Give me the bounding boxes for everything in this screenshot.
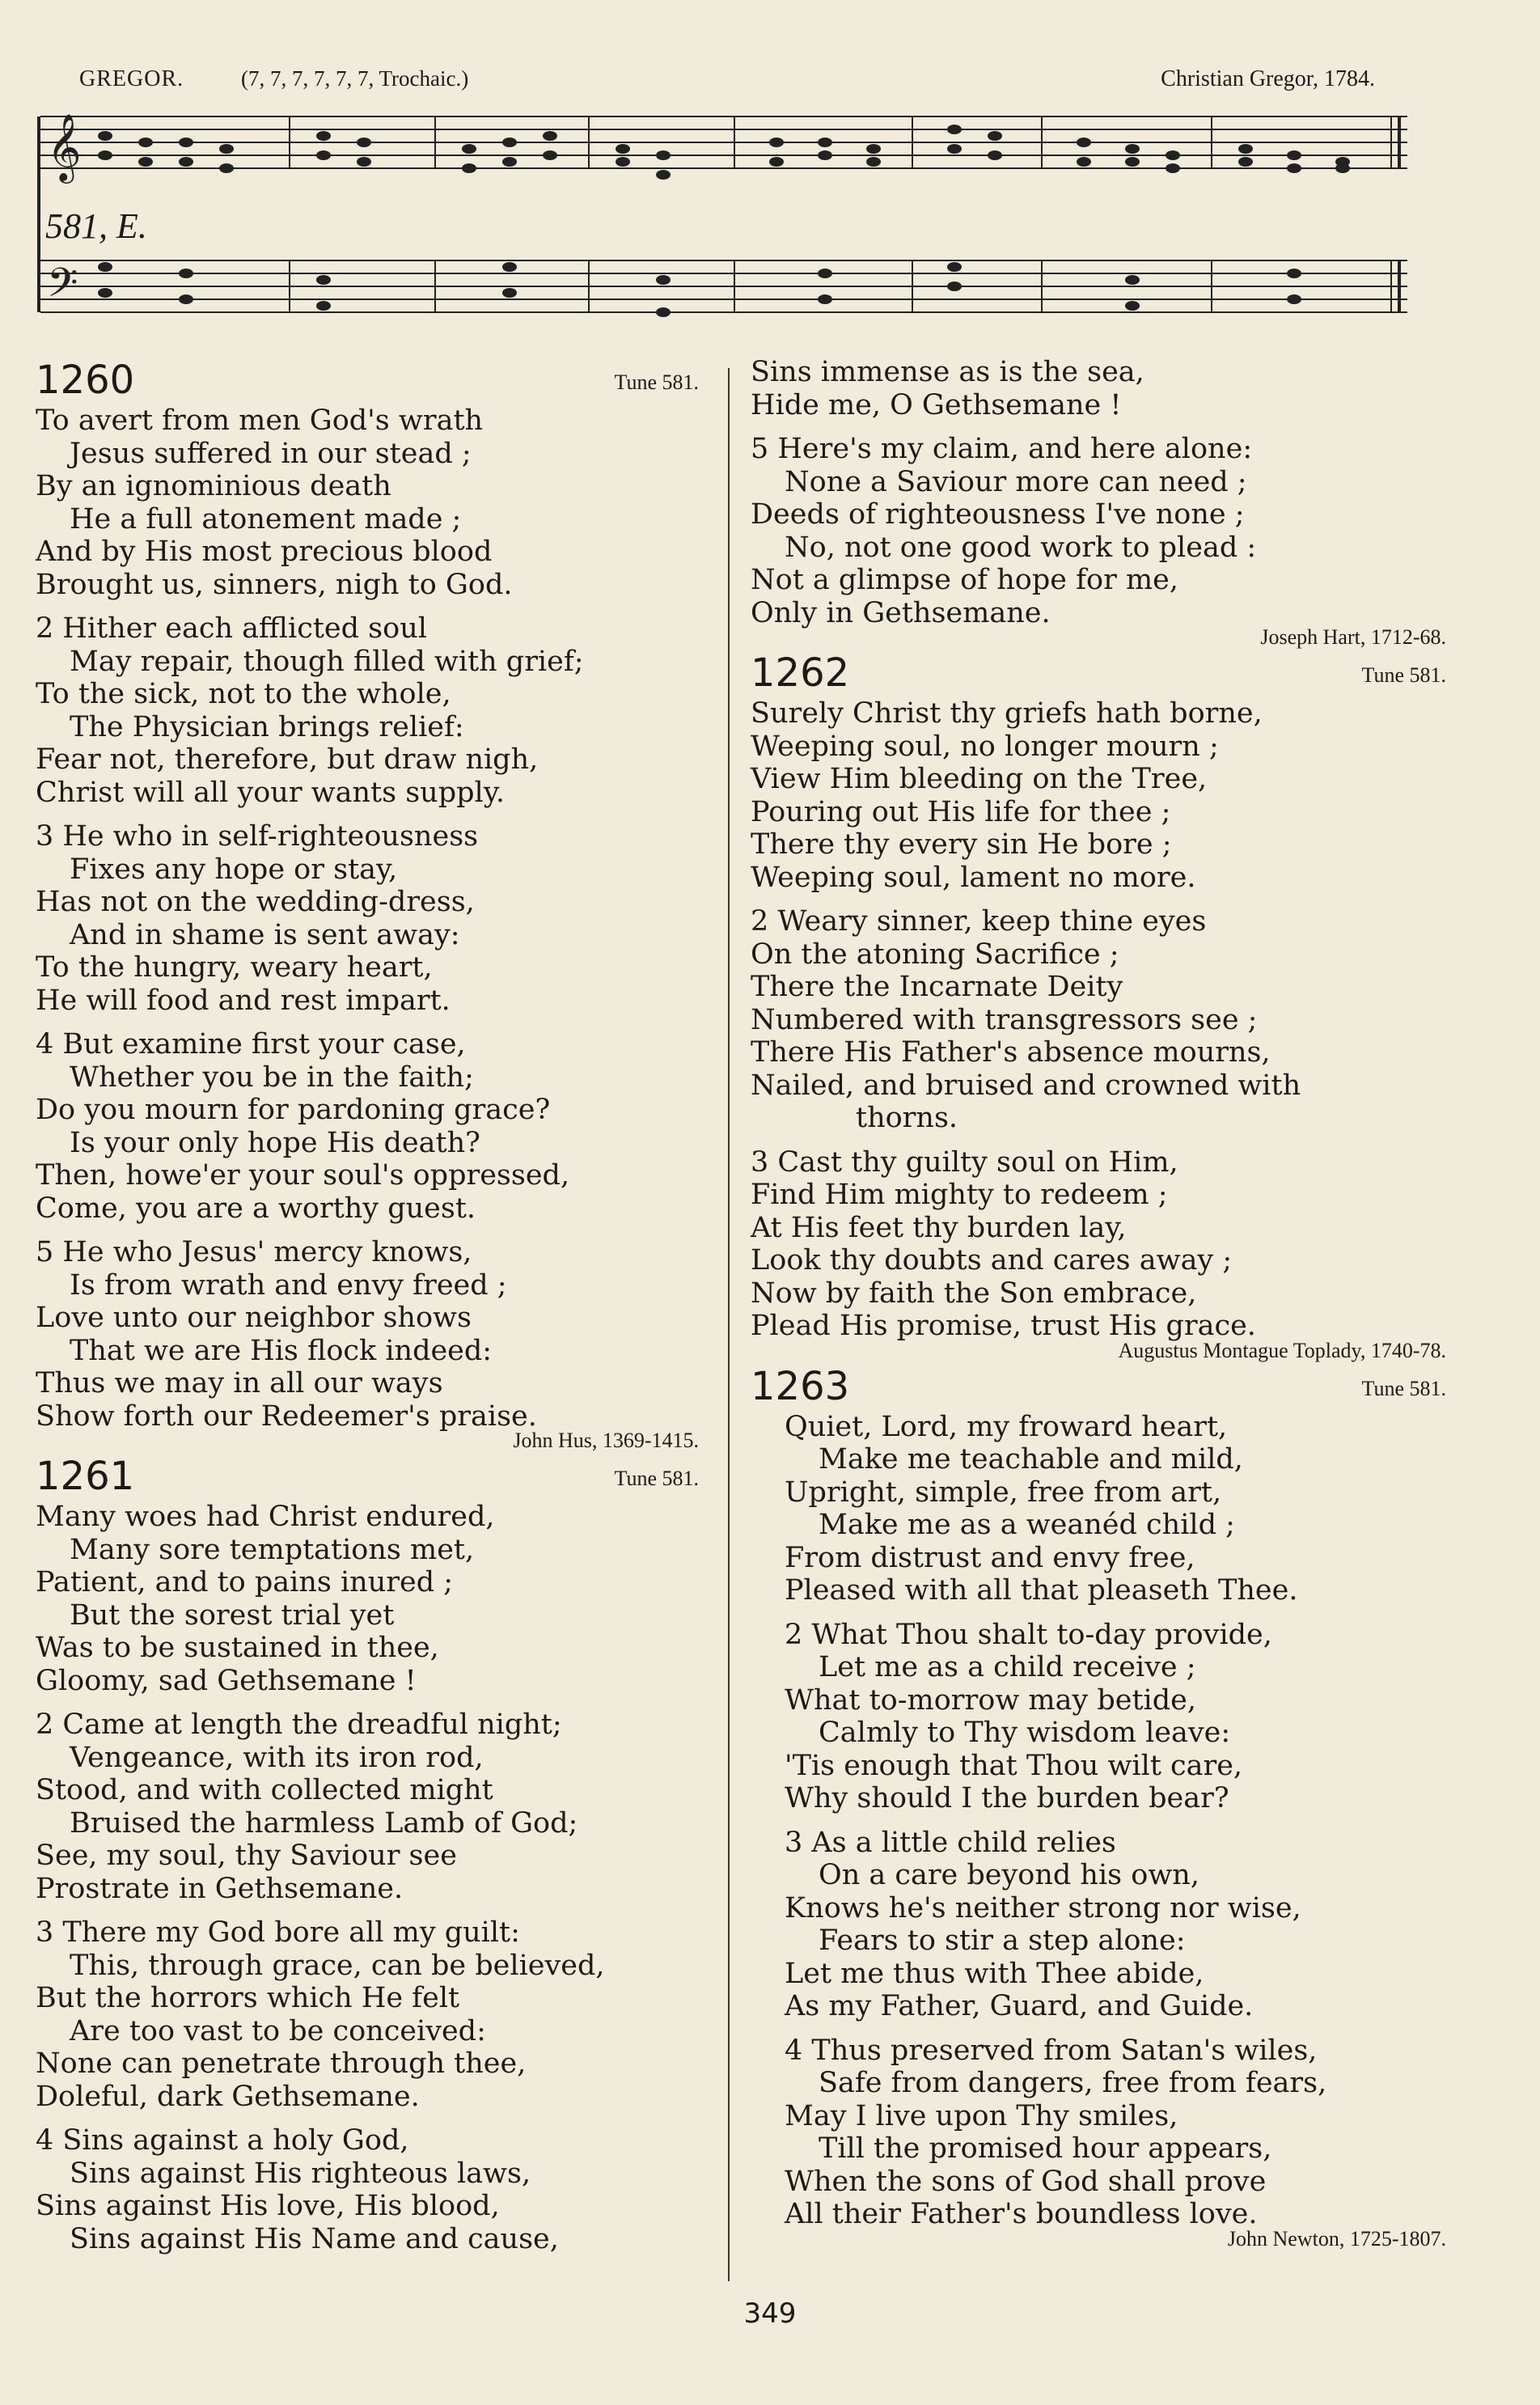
tune-header [79,66,1373,99]
hymn-1261 [36,1452,699,2255]
verse-line: He will food and rest impart. [36,984,451,1017]
verse-line: By an ignominious death [36,470,391,502]
verse-line: All their Father's boundless love. [785,2198,1258,2230]
verse-line: 3 Cast thy guilty soul on Him, [751,1145,1178,1179]
verse-line: Bruised the harmless Lamb of God; [70,1806,578,1840]
music-score [32,95,1415,346]
verse-line: Christ will all your wants supply. [36,776,505,809]
verse-line: Why should I the burden bear? [785,1782,1229,1814]
verse-line: Sins against His righteous laws, [70,2157,531,2190]
verse-line: Then, howe'er your soul's oppressed, [36,1159,570,1192]
stanza [751,1411,1446,1607]
page-number: 349 [743,2297,797,2330]
verse-line: Only in Gethsemane. [751,596,1051,629]
verse-line: As my Father, Guard, and Guide. [785,1990,1254,2022]
verse-line: Are too vast to be conceived: [70,2014,486,2047]
hymn-number: 1263 [751,1363,850,1409]
verse-line: 2 Came at length the dreadful night; [36,1708,562,1741]
verse-line: May repair, though filled with grief; [70,645,584,678]
verse-line: 5 He who Jesus' mercy knows, [36,1236,472,1268]
hymn-author: Joseph Hart, 1712-68. [1260,625,1446,649]
verse-line: But the horrors which He felt [36,1982,460,2014]
stanza [751,433,1446,629]
verse-line: Pleased with all that pleaseth Thee. [785,1574,1298,1607]
verse-line: On the atoning Sacrifice ; [751,938,1119,971]
verse-line: Is your only hope His death? [70,1126,480,1159]
verse-line: Weeping soul, no longer mourn ; [751,730,1219,763]
verse-line: And in shame is sent away: [70,918,460,951]
stanza [36,1501,699,1697]
verse-line: Pouring out His life for thee ; [751,795,1171,828]
verse-line: Love unto our neighbor shows [36,1302,472,1334]
column-divider [728,368,730,2281]
verse-line: Make me teachable and mild, [819,1443,1243,1476]
verse-line: Plead His promise, trust His grace. [751,1310,1256,1342]
verse-line: Till the promised hour appears, [819,2132,1272,2165]
verse-line: thorns. [856,1102,958,1134]
verse-line: None a Saviour more can need ; [785,465,1247,498]
stanza [36,1236,699,1433]
verse-line: Many woes had Christ endured, [36,1501,495,1533]
stanza [36,1916,699,2113]
verse-line: 2 Hither each afflicted soul [36,612,427,645]
verse-line: When the sons of God shall prove [785,2165,1267,2198]
verse-line: Sins against His love, His blood, [36,2190,500,2222]
stanza [751,697,1446,894]
verse-line: 4 Sins against a holy God, [36,2124,409,2157]
verse-line: None can penetrate through thee, [36,2047,527,2080]
verse-line: Numbered with transgressors see ; [751,1003,1258,1036]
verse-line: Vengeance, with its iron rod, [70,1741,484,1774]
hymn-number: 1262 [751,650,850,696]
verse-line: To avert from men God's wrath [36,404,484,437]
verse-line: No, not one good work to plead : [785,531,1257,564]
verse-line: Prostrate in Gethsemane. [36,1872,404,1905]
verse-line: Let me thus with Thee abide, [785,1957,1204,1990]
stanza [36,612,699,809]
verse-line: 4 Thus preserved from Satan's wiles, [785,2034,1318,2067]
verse-line: Is from wrath and envy freed ; [70,1268,507,1302]
verse-line: Gloomy, sad Gethsemane ! [36,1664,417,1697]
verse-line: Come, you are a worthy guest. [36,1192,476,1225]
verse-line: 4 But examine first your case, [36,1028,466,1061]
verse-line: Patient, and to pains inured ; [36,1566,454,1598]
hymn-header [751,649,1446,697]
verse-line: Sins immense as is the sea, [751,356,1144,388]
verse-line: That we are His flock indeed: [70,1334,493,1367]
stanza [751,905,1446,1135]
verse-line: Let me as a child receive ; [819,1651,1196,1683]
verse-line: And by His most precious blood [36,536,493,568]
verse-line: May I live upon Thy smiles, [785,2099,1178,2132]
verse-line: There thy every sin He bore ; [751,828,1172,861]
verse-line: Has not on the wedding-dress, [36,886,475,918]
verse-line: Not a glimpse of hope for me, [751,564,1178,596]
hymn-author: John Newton, 1725-1807. [1227,2226,1446,2250]
verse-line: On a care beyond his own, [819,1859,1199,1891]
stanza [751,1619,1446,1815]
verse-line: Upright, simple, free from art, [785,1476,1222,1509]
verse-line: Show forth our Redeemer's praise. [36,1399,537,1433]
left-column [36,356,699,2267]
stanza [36,1028,699,1225]
verse-line: Whether you be in the faith; [70,1061,474,1094]
stanza [751,1146,1446,1343]
hymn-tune-ref: Tune 581. [614,370,699,394]
verse-line: 3 As a little child relies [785,1826,1116,1859]
verse-line: He a full atonement made ; [70,502,462,536]
stanza [751,1827,1446,2023]
verse-line: Now by faith the Son embrace, [751,1277,1197,1310]
hymn-tune-ref: Tune 581. [1361,1376,1446,1400]
verse-line: But the sorest trial yet [70,1598,395,1632]
verse-line: Jesus suffered in our stead ; [70,437,472,470]
verse-line: 2 Weary sinner, keep thine eyes [751,905,1207,938]
verse-line: Nailed, and bruised and crowned with [751,1069,1301,1102]
right-column [751,356,1446,2250]
tune-name: GREGOR. [79,66,184,91]
verse-line: Fixes any hope or stay, [70,853,398,886]
verse-line: Make me as a weanéd child ; [819,1509,1235,1541]
hymn-author: Augustus Montague Toplady, 1740-78. [1118,1338,1446,1362]
tune-composer: Christian Gregor, 1784. [1161,66,1375,91]
svg-text:𝄢: 𝄢 [47,260,78,316]
verse-line: See, my soul, thy Saviour see [36,1840,457,1872]
verse-line: Sins against His Name and cause, [70,2222,559,2255]
verse-line: To the sick, not to the whole, [36,678,451,710]
hymn-header [36,356,699,404]
verse-line: 3 He who in self-righteousness [36,820,479,853]
stanza [36,1708,699,1905]
verse-line: Do you mourn for pardoning grace? [36,1094,551,1126]
hymn-tune-ref: Tune 581. [614,1467,699,1490]
verse-line: Knows he's neither strong nor wise, [785,1891,1301,1924]
verse-line: Thus we may in all our ways [36,1367,443,1399]
stanza [36,820,699,1017]
stanza [751,2035,1446,2231]
verse-line: There the Incarnate Deity [751,971,1123,1003]
hymn-1262 [751,649,1446,1362]
verse-line: Weeping soul, lament no more. [751,861,1196,894]
verse-line: Find Him mighty to redeem ; [751,1179,1168,1211]
verse-line: Safe from dangers, free from fears, [819,2067,1327,2099]
stanza [36,404,699,601]
hymn-header [751,1362,1446,1411]
verse-line: View Him bleeding on the Tree, [751,763,1208,795]
verse-line: 3 There my God bore all my guilt: [36,1916,520,1949]
stanza [36,2124,699,2255]
tune-number: 581, E. [45,206,147,246]
hymn-number: 1260 [36,358,135,403]
svg-text:𝄞: 𝄞 [47,112,82,180]
verse-line: From distrust and envy free, [785,1541,1195,1574]
verse-line: Quiet, Lord, my froward heart, [785,1410,1228,1443]
verse-line: Hide me, O Gethsemane ! [751,388,1122,421]
hymn-1260 [36,356,699,1452]
verse-line: Fear not, therefore, but draw nigh, [36,743,539,776]
verse-line: Many sore temptations met, [70,1533,475,1566]
verse-line: Stood, and with collected might [36,1774,493,1806]
verse-line: Calmly to Thy wisdom leave: [819,1717,1231,1749]
verse-line: There His Father's absence mourns, [751,1036,1271,1069]
verse-line: Brought us, sinners, nigh to God. [36,568,513,601]
hymn-1263 [751,1362,1446,2250]
verse-line: The Physician brings relief: [70,710,464,743]
verse-line: What to-morrow may betide, [785,1683,1196,1717]
verse-line: 'Tis enough that Thou wilt care, [785,1749,1243,1782]
hymn-tune-ref: Tune 581. [1361,663,1446,687]
verse-line: 5 Here's my claim, and here alone: [751,433,1253,465]
hymn-author: John Hus, 1369-1415. [513,1429,699,1452]
verse-line: Fears to stir a step alone: [819,1924,1186,1957]
verse-line: To the hungry, weary heart, [36,951,433,984]
hymn-header [36,1452,699,1501]
hymn-number: 1261 [36,1454,135,1499]
verse-line: Doleful, dark Gethsemane. [36,2080,420,2113]
verse-line: This, through grace, can be believed, [70,1949,605,1982]
verse-line: 2 What Thou shalt to-day provide, [785,1618,1272,1651]
verse-line: Look thy doubts and cares away ; [751,1244,1233,1277]
stanza-continuation [751,356,1446,421]
verse-line: Surely Christ thy griefs hath borne, [751,697,1263,730]
tune-meter: (7, 7, 7, 7, 7, 7, Trochaic.) [241,66,469,91]
verse-line: Was to be sustained in thee, [36,1632,439,1664]
verse-line: Deeds of righteousness I've none ; [751,498,1245,531]
verse-line: At His feet thy burden lay, [751,1211,1127,1244]
